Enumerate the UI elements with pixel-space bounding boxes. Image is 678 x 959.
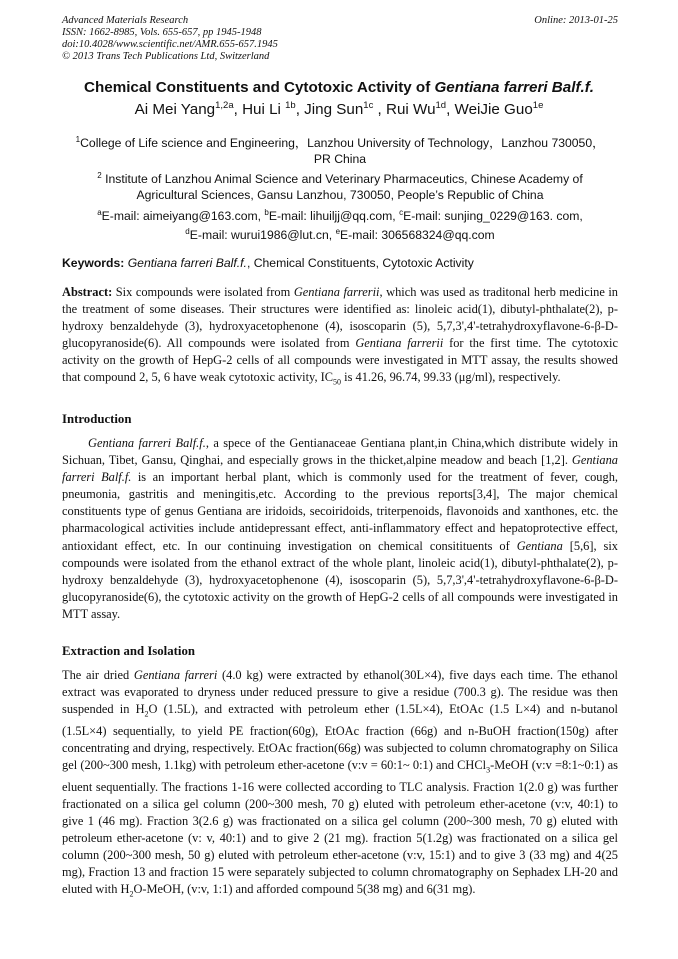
affiliation-1-line1 (66, 132, 614, 151)
journal-issn: ISSN: 1662-8985, Vols. 655-657, pp 1945-1948 (62, 27, 262, 38)
email-mark: b (264, 208, 269, 217)
title-text: Chemical Constituents and Cytotoxic Activity of (84, 79, 435, 96)
affiliation-1 (66, 132, 614, 167)
author-name: Hui Li (242, 101, 286, 119)
abstract-text: is 41.26, 96.74, 99.33 (μg/ml), respectively. (341, 370, 561, 385)
affiliation-2 (66, 168, 614, 203)
email-c: E-mail: sunjing_0229@163. com, (403, 209, 583, 224)
email-line-2 (66, 224, 614, 243)
introduction-heading: Introduction (62, 412, 132, 426)
extraction-text: O-MeOH, (v:v, 1:1) and afforded compound 5(38 mg) and 6(31 mg). (133, 882, 476, 897)
paper-title (40, 79, 638, 96)
author-affil-mark: 1b (285, 100, 296, 111)
affiliation-2-line1 (66, 168, 614, 187)
extraction-paragraph (62, 667, 618, 903)
intro-species: Gentiana farreri Balf.f. (88, 436, 206, 450)
abstract-species: Gentiana farrerii (355, 336, 444, 351)
abstract-text: for the first time. The cytotoxic activity on the growth of HepG-2 cells of all compounds were investigated in MTT assay, the results showed that compound 2, 5, 6 have weak cytotoxic activity, IC (62, 336, 618, 385)
abstract-subscript: 50 (333, 377, 342, 387)
keywords (62, 256, 622, 270)
keywords-label: Keywords: (62, 256, 128, 270)
abstract-species: Gentiana farrerii (293, 285, 380, 299)
intro-genus: Gentiana (516, 538, 563, 553)
email-b: E-mail: lihuiljj@qq.com, (268, 209, 400, 224)
email-line-1 (66, 205, 614, 224)
author-name: Jing Sun (304, 101, 364, 119)
author-separator: , (446, 101, 455, 119)
abstract-text: Six compounds were isolated from (112, 285, 294, 299)
author-name: Ai Mei Yang (134, 101, 216, 119)
extraction-subscript: 3 (486, 765, 491, 775)
extraction-text: The air dried (62, 668, 134, 682)
author-name: Rui Wu (386, 101, 436, 119)
journal-copyright: © 2013 Trans Tech Publications Ltd, Switzerland (62, 51, 270, 62)
journal-header (62, 15, 618, 63)
affiliation-mark: 1 (75, 135, 81, 144)
affiliation-text: Institute of Lanzhou Animal Science and Veterinary Pharmaceutics, Chinese Academy of (101, 172, 583, 187)
author-separator: , (373, 101, 386, 119)
abstract-label: Abstract: (62, 285, 113, 299)
extraction-subscript: 2 (144, 709, 149, 719)
email-mark: e (335, 227, 341, 237)
author-affil-mark: 1e (532, 100, 544, 111)
author-separator: , (295, 101, 305, 119)
journal-doi: doi:10.4028/www.scientific.net/AMR.655-657.1945 (62, 39, 278, 50)
online-date: Online: 2013-01-25 (534, 15, 618, 26)
intro-text: [5,6], six compounds were isolated from the ethanol extract of the whole plant, linoleic acid(1), dibutyl-phthalate(2), p-hydroxy benzaldehyde (3), hydroxyacetophenone (4), isoscoparin (5), 5,7,3',4'-tetrahydroxyflavone-6-β-D-glucopyranoside(6), the cytotoxic activity on the growth of HepG-2 cells of all compounds were investigated in MTT assay. (62, 538, 619, 621)
extraction-text: O (1.5L), and extracted with petroleum ether (1.5L×4), EtOAc (1.5 L×4) and n-butanol (1.5L×4) sequentially, to yield PE fraction(60g), EtOAc fraction (66g) and n-BuOH fraction(150g) after concentrating and drying, respectively. EtOAc fraction(66g) was subjected to column chromatography on Silica gel (200~300 mesh, 1.1kg) with petroleum ether-acetone (v:v = 60:1~ 0:1) and CHCl (62, 702, 618, 772)
extraction-subscript: 2 (129, 889, 134, 899)
author-separator: , (233, 101, 243, 119)
title-species: Gentiana farreri Balf.f. (434, 79, 594, 96)
introduction-paragraph (62, 435, 618, 623)
extraction-heading: Extraction and Isolation (62, 644, 195, 658)
intro-text: , a spece of the Gentianaceae Gentiana plant,in China,which distribute widely in Sichuan, Tibet, Gansu, Qinghai, and especially grows in the thicket,alpine meadow and beach [1,2]. (62, 436, 618, 468)
email-d: E-mail: wurui1986@lut.cn, (189, 228, 336, 243)
keywords-species: Gentiana farreri Balf.f. (127, 256, 247, 270)
keywords-rest: , Chemical Constituents, Cytotoxic Activity (246, 256, 474, 270)
email-e: E-mail: 306568324@qq.com (340, 228, 495, 243)
affiliation-mark: 2 (97, 171, 102, 180)
extraction-species: Gentiana farreri (133, 668, 218, 682)
author-list (30, 100, 648, 118)
email-mark: c (399, 208, 404, 217)
email-a: E-mail: aimeiyang@163.com, (101, 209, 265, 224)
author-name: WeiJie Guo (454, 101, 533, 119)
extraction-text: -MeOH (v:v =8:1~0:1) as eluent sequentially. The fractions 1-16 were collected according to TLC analysis. Fraction 1(2.0 g) was further fractionated on a silica gel column (200~300 mesh, 70 g) eluted with petroleum ether-acetone (v:v, 40:1) to give 1 (46 mg). Fraction 3(2.6 g) was fractionated on a silica gel column (200~300 mesh, 70 g) eluted with petroleum ether-acetone (v: v, 40:1) and to give 2 (21 mg). fraction 5(1.2g) was fractionated on a silica gel column (200~300 mesh, 50 g) eluted with petroleum ether-acetone (v:v, 15:1) and to give 3 (33 mg) and 4(25 mg), Fraction 13 and fraction 15 were separately subjected to column chromatography on Sephadex LH-20 and eluted with H (62, 757, 618, 897)
intro-species: Gentiana farreri Balf.f. (62, 453, 618, 485)
abstract-paragraph (62, 284, 618, 391)
affiliation-2-line2: Agricultural Sciences, Gansu Lanzhou, 730050, People’s Republic of China (136, 188, 544, 203)
author-affil-mark: 1d (435, 100, 447, 111)
author-affil-mark: 1,2a (215, 100, 234, 111)
journal-name: Advanced Materials Research (62, 15, 189, 26)
email-block (66, 205, 614, 243)
abstract-text: , which was used as traditonal herb medicine in the treatment of some diseases. Their structures were identified as: linoleic acid(1), dibutyl-phthalate(2), p-hydroxy benzaldehyde (3), hydroxyacetophenone (4), isoscoparin (5), 5,7,3',4'-tetrahydroxyflavone-6-β-D-glucopyranoside(6). All compounds were isolated from (62, 285, 619, 351)
email-mark: d (185, 227, 190, 237)
extraction-text: (4.0 kg) were extracted by ethanol(30L×4), five days each time. The ethanol extract was evaporated to dryness under reduced pressure to give a residue (700.3 g). The residue was then suspended in H (62, 668, 618, 717)
intro-text: is an important herbal plant, which is commonly used for the treatment of fever, cough, pneumonia, gastritis and meningitis,etc. According to the previous reports[3,4], The major chemical constituents type of genus Gentiana are iridoids, secoiridoids, triterpenoids, flavonoids and xanthones, etc. the pharmacological activities include antidepressant effect, anti-inflammatory effect and hepatoprotective effect, antioxidant effect, etc. In our continuing investigation on chemical consitituents of (62, 470, 618, 553)
author-affil-mark: 1c (363, 100, 374, 111)
affiliation-1-line2: PR China (313, 152, 367, 167)
affiliation-text: College of Life science and Engineering，Lanzhou University of Technology，Lanzhou 730050， (80, 136, 605, 151)
email-mark: a (97, 208, 102, 217)
